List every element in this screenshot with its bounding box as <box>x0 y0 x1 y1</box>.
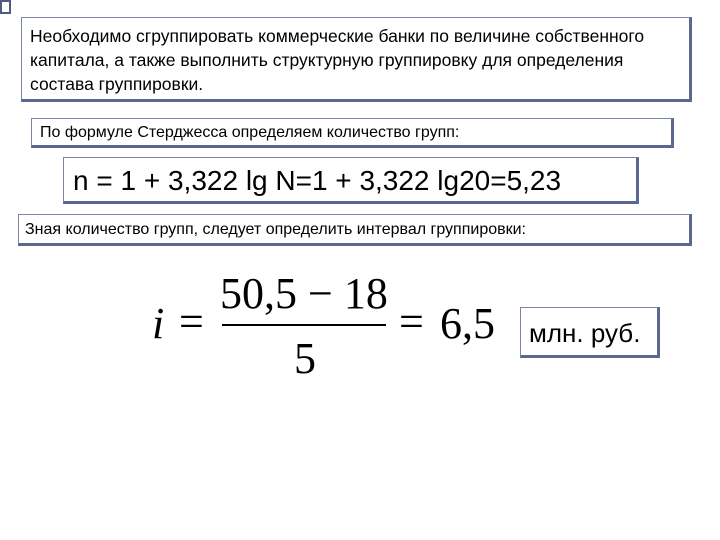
interval-label-textbox <box>18 214 692 246</box>
equation-denominator: 5 <box>294 334 316 383</box>
unit-text: млн. руб. <box>529 318 641 348</box>
corner-marker <box>0 0 11 14</box>
equation-variable: i <box>152 299 165 348</box>
equation-result-equals-sign: = <box>399 297 424 346</box>
equation-numerator: 50,5 − 18 <box>220 269 388 318</box>
sturges-label-text: По формуле Стерджесса определяем количество групп: <box>40 124 460 141</box>
equation-result: 6,5 <box>440 299 495 348</box>
intro-textbox <box>21 17 692 102</box>
equation-fraction-bar <box>222 324 386 326</box>
unit-textbox <box>520 307 660 358</box>
sturges-label-textbox <box>31 118 674 148</box>
sturges-formula-text: n = 1 + 3,322 lg N=1 + 3,322 lg20=5,23 <box>73 165 562 196</box>
intro-text: Необходимо сгруппировать коммерческие банки по величине собственного капитала, а также выполнить структурную группировку для определения состава группировки. <box>30 26 645 94</box>
interval-label-text: Зная количество групп, следует определить интервал группировки: <box>25 221 526 238</box>
sturges-formula-textbox <box>63 157 639 204</box>
equation-equals-sign: = <box>179 297 204 346</box>
